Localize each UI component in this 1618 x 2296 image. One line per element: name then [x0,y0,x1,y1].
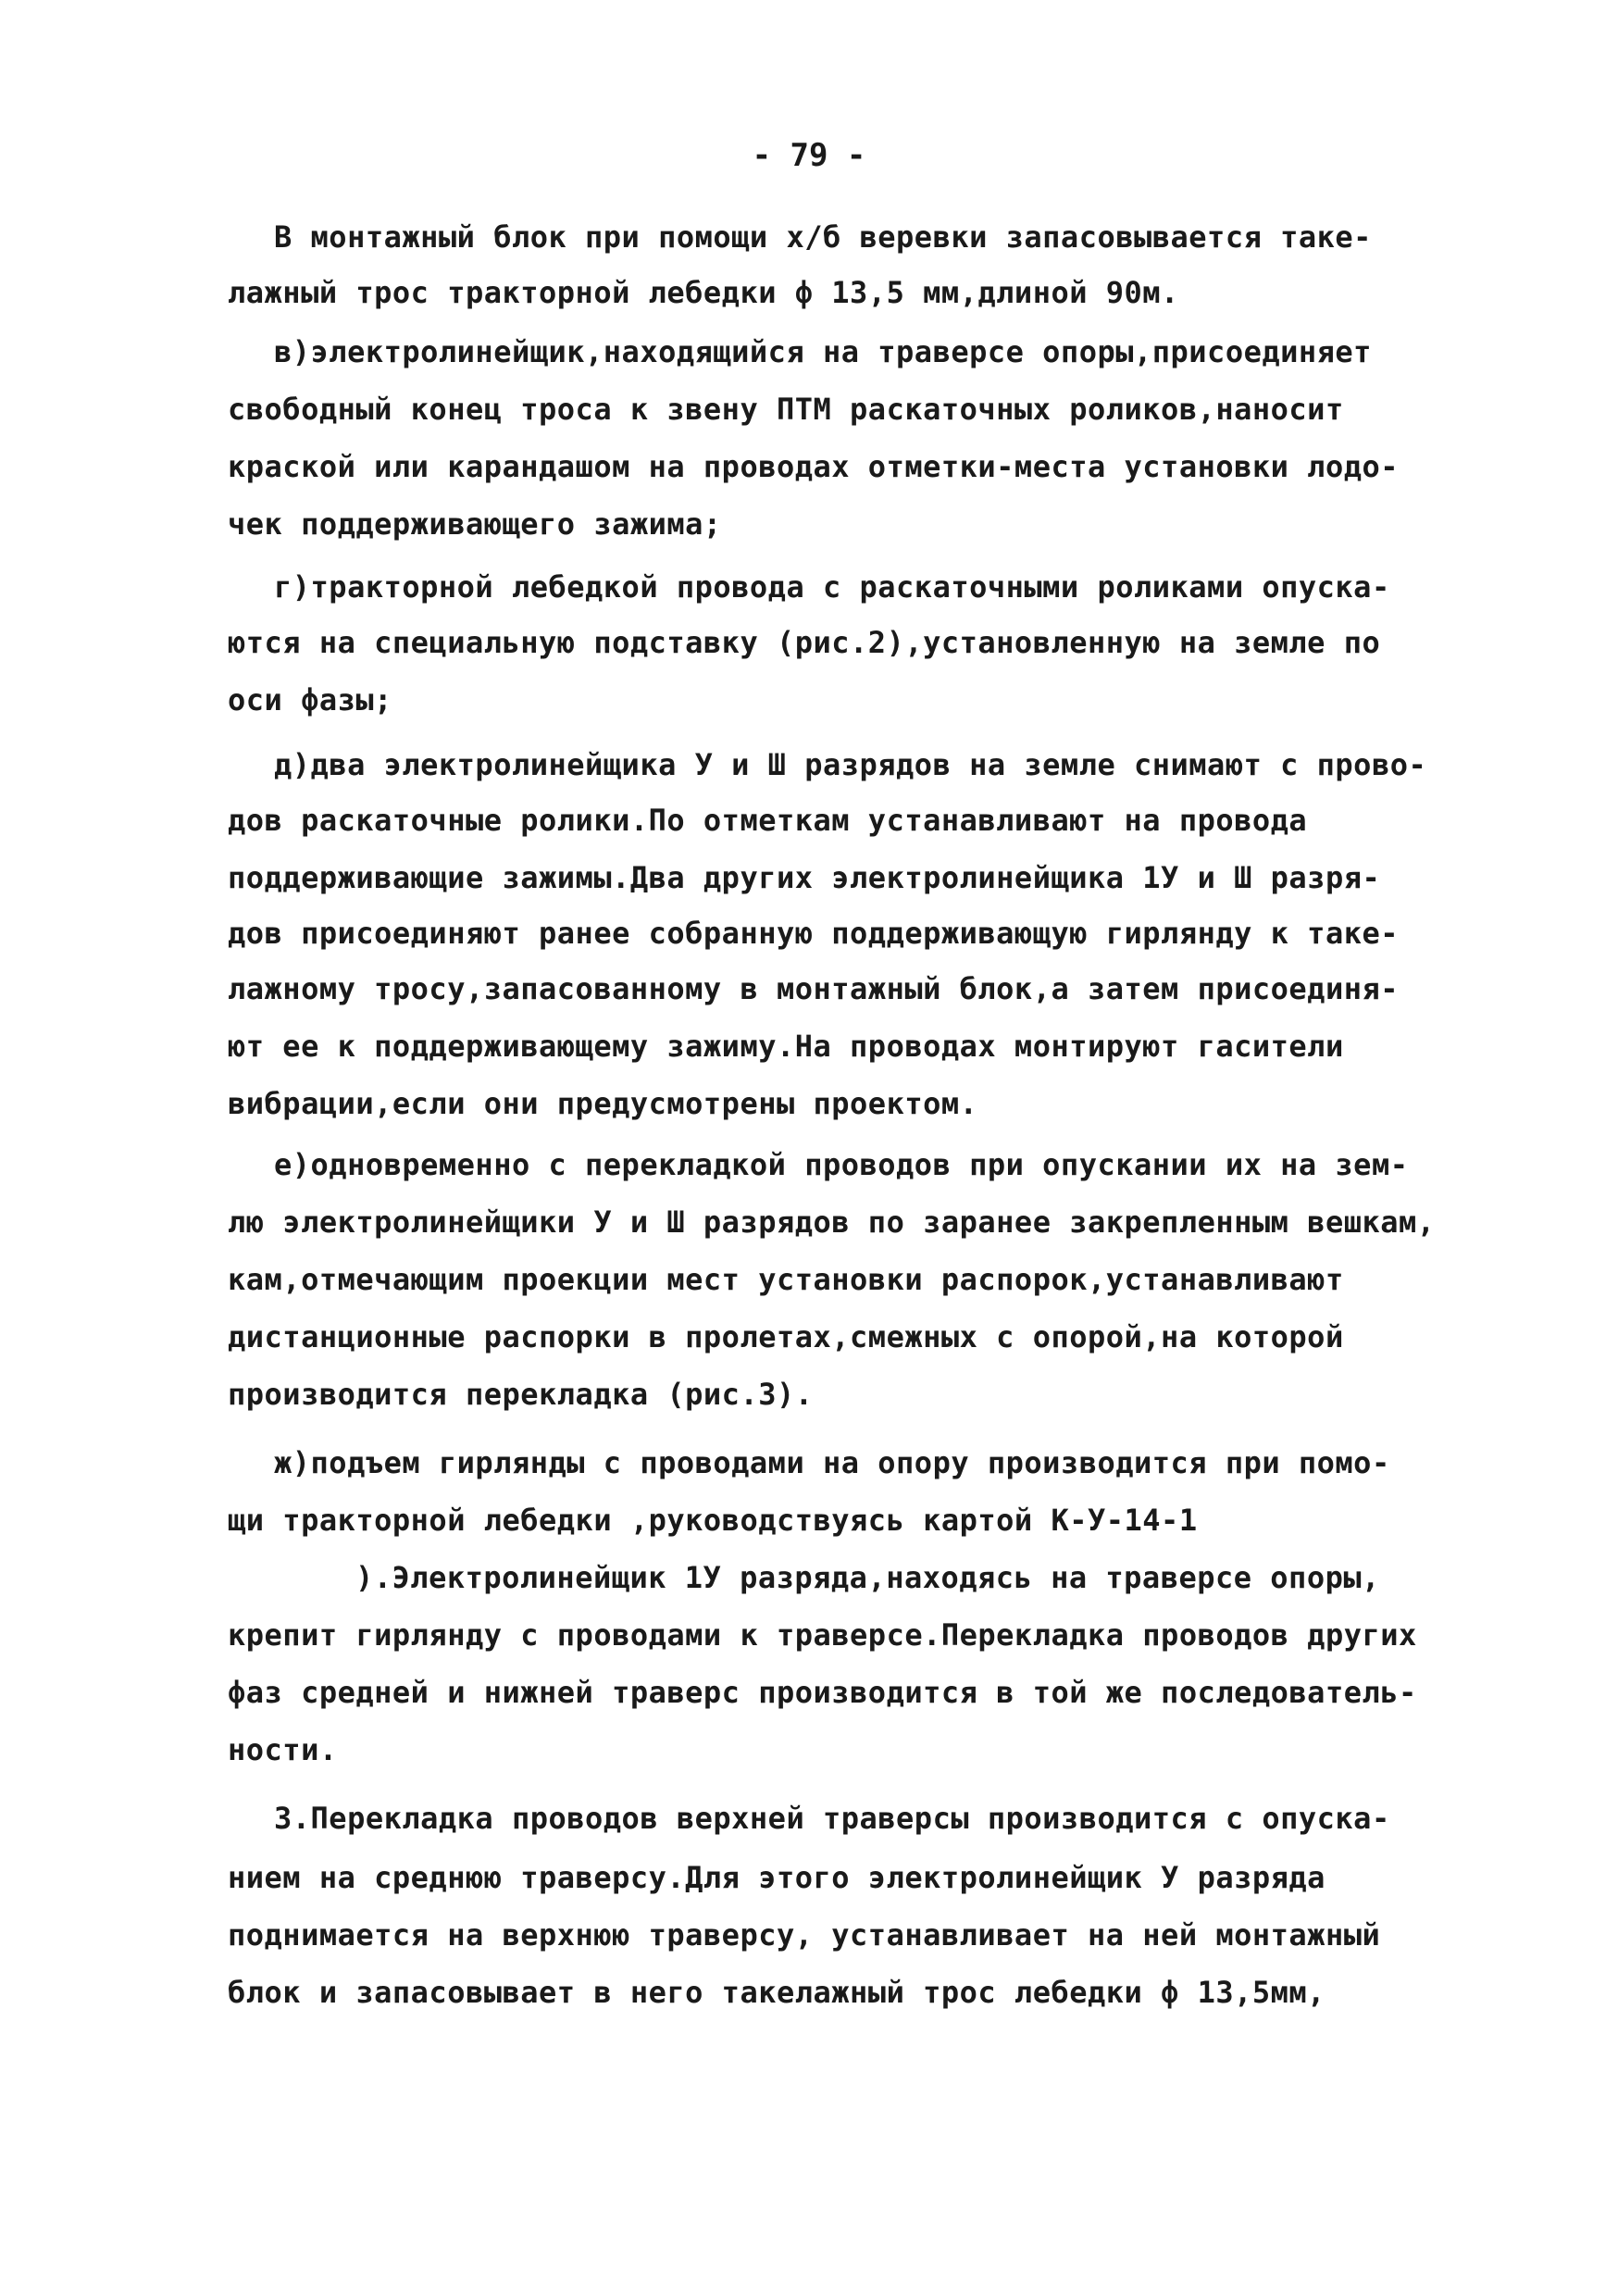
page-number: - 79 - [752,137,866,174]
text-line: нием на среднюю траверсу.Для этого электролинейщик У разряда [228,1860,1326,1895]
text-line: В монтажный блок при помощи х/б веревки запасовывается таке- [274,219,1372,255]
text-line: свободный конец троса к звену ПТМ раскаточных роликов,наносит [228,392,1344,427]
text-line: ются на специальную подставку (рис.2),установленную на земле по [228,625,1381,660]
text-line: в)электролинейщик,находящийся на траверсе опоры,присоединяет [274,334,1372,369]
text-line: лажный трос тракторной лебедки ф 13,5 мм,длиной 90м. [228,275,1179,310]
text-line: г)тракторной лебедкой провода с раскаточными роликами опуска- [274,569,1390,605]
text-line: 3.Перекладка проводов верхней траверсы производится с опуска- [274,1801,1390,1836]
text-line: лажному тросу,запасованному в монтажный блок,а затем присоединя- [228,971,1399,1006]
text-line: ).Электролинейщик 1У разряда,находясь на траверсе опоры, [355,1560,1380,1595]
text-line: дистанционные распорки в пролетах,смежных с опорой,на которой [228,1319,1344,1354]
text-line: кам,отмечающим проекции мест установки распорок,устанавливают [228,1262,1344,1297]
text-line: д)два электролинейщика У и Ш разрядов на земле снимают с прово- [274,747,1427,782]
text-line: чек поддерживающего зажима; [228,506,722,542]
text-line: производится перекладка (рис.3). [228,1377,814,1412]
text-line: ют ее к поддерживающему зажиму.На проводах монтируют гасители [228,1029,1344,1064]
text-line: фаз средней и нижней траверс производится в той же последователь- [228,1675,1417,1710]
text-line: крепит гирлянду с проводами к траверсе.Перекладка проводов других [228,1617,1417,1653]
text-line: блок и запасовывает в него такелажный трос лебедки ф 13,5мм, [228,1975,1326,2010]
text-line: лю электролинейщики У и Ш разрядов по заранее закрепленным вешкам, [228,1204,1436,1240]
text-line: краской или карандашом на проводах отметки-места установки лодо- [228,449,1399,484]
text-line: поднимается на верхнюю траверсу, устанавливает на ней монтажный [228,1917,1381,1953]
text-line: ж)подъем гирлянды с проводами на опору производится при помо- [274,1445,1390,1480]
text-line: дов раскаточные ролики.По отметкам устанавливают на провода [228,803,1308,838]
text-line: щи тракторной лебедки ,руководствуясь картой К-У-14-1 [228,1503,1198,1538]
text-line: дов присоединяют ранее собранную поддерживающую гирлянду к таке- [228,916,1399,951]
text-line: оси фазы; [228,682,392,718]
text-line: ности. [228,1732,338,1767]
text-line: вибрации,если они предусмотрены проектом. [228,1086,978,1121]
text-line: е)одновременно с перекладкой проводов при опускании их на зем- [274,1147,1409,1182]
text-line: поддерживающие зажимы.Два других электролинейщика 1У и Ш разря- [228,860,1381,895]
